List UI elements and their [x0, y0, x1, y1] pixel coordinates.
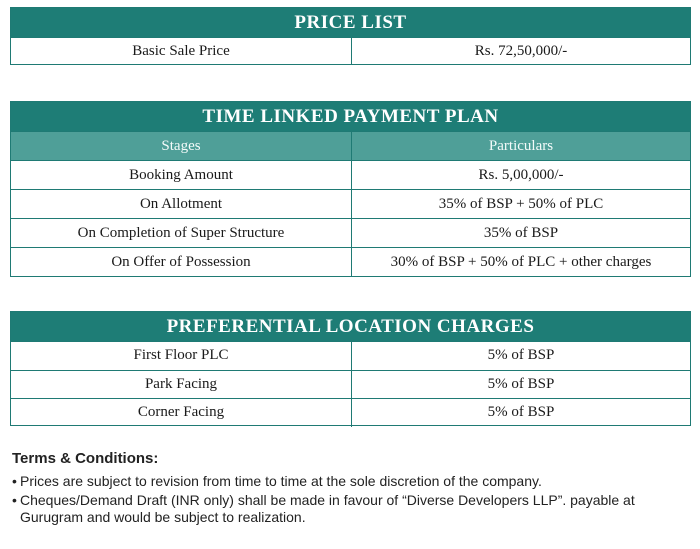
plc-label-cell: Corner Facing [11, 399, 352, 427]
bullet-icon: • [12, 473, 17, 489]
particular-cell: 35% of BSP [483, 224, 559, 241]
stage-cell: On Offer of Possession [11, 248, 352, 276]
table-row [11, 37, 690, 65]
plc-table [10, 311, 691, 426]
particular-cell: 30% of BSP + 50% of PLC + other charges [390, 253, 652, 270]
stage-cell: Booking Amount [11, 161, 352, 189]
particulars-header: Particulars [352, 132, 690, 160]
particular-cell: Rs. 5,00,000/- [478, 166, 564, 183]
terms-title: Terms & Conditions: [12, 450, 159, 467]
table-row [11, 370, 690, 399]
table-row [11, 218, 690, 247]
term-text: Prices are subject to revision from time to time at the sole discretion of the company. [20, 473, 542, 489]
terms-section [12, 450, 692, 528]
stages-header: Stages [11, 132, 352, 160]
plc-label-cell: Park Facing [11, 371, 352, 399]
table-row [11, 341, 690, 370]
list-item [12, 492, 692, 526]
price-list-table [10, 7, 691, 65]
plc-value-cell: 5% of BSP [487, 404, 555, 421]
table-row [11, 398, 690, 427]
term-text: Cheques/Demand Draft (INR only) shall be made in favour of “Diverse Developers LLP”. payable at Gurugram and would be subject to realization. [20, 492, 635, 525]
plc-label-cell: First Floor PLC [11, 342, 352, 370]
list-item [12, 473, 692, 490]
stage-cell: On Allotment [11, 190, 352, 218]
plc-value-cell: 5% of BSP [487, 375, 555, 392]
basic-sale-price-label: Basic Sale Price [11, 38, 352, 65]
stage-cell: On Completion of Super Structure [11, 219, 352, 247]
particular-cell: 35% of BSP + 50% of PLC [438, 195, 604, 212]
plc-title: PREFERENTIAL LOCATION CHARGES [11, 312, 690, 341]
bullet-icon: • [12, 492, 17, 508]
table-row [11, 189, 690, 218]
table-row [11, 247, 690, 276]
table-row [11, 160, 690, 189]
payment-plan-table [10, 101, 691, 277]
table-header-row [11, 131, 690, 160]
basic-sale-price-value: Rs. 72,50,000/- [474, 43, 568, 59]
payment-plan-title: TIME LINKED PAYMENT PLAN [11, 102, 690, 131]
price-list-title: PRICE LIST [11, 8, 690, 37]
plc-value-cell: 5% of BSP [487, 347, 555, 364]
